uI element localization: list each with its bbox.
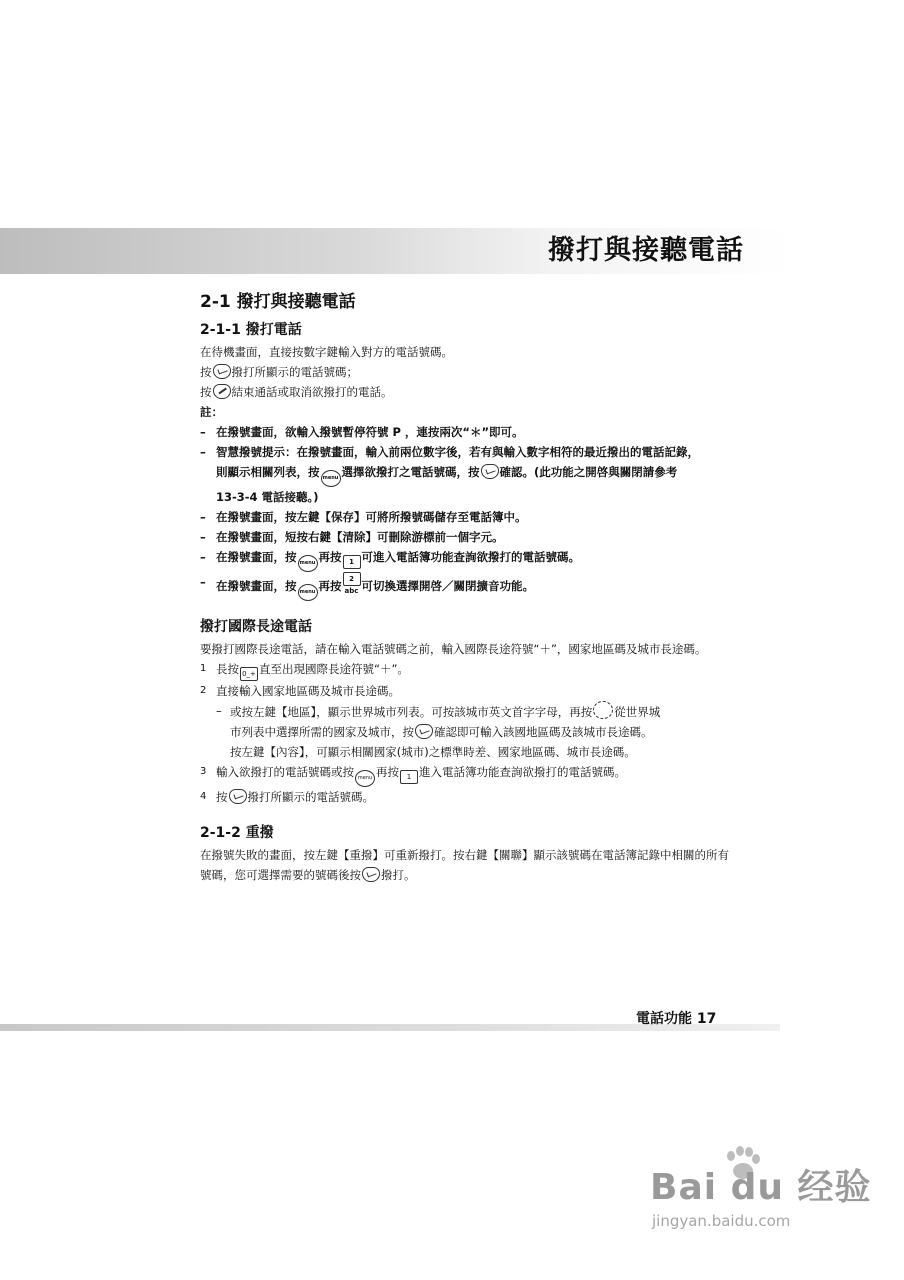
step-text: 再按	[376, 765, 399, 779]
note-text: 則顯示相關列表，按	[216, 465, 320, 479]
paragraph-text: 撥打。	[381, 868, 416, 882]
step-text: 撥打所顯示的電話號碼。	[247, 790, 374, 804]
step-item	[200, 787, 730, 807]
chapter-title: 撥打與接聽電話	[548, 235, 744, 266]
sub-step-continuation: 按左鍵【內容】，可顯示相關國家(城市)之標準時差、國家地區碼、城市長途碼。	[230, 745, 636, 759]
step-number: 1	[200, 663, 207, 674]
note-text: 13-3-4 電話接聽。)	[216, 490, 319, 504]
page-footer	[636, 1010, 716, 1028]
note-text: 在撥號畫面，短按右鍵【清除】可刪除游標前一個字元。	[216, 530, 504, 544]
step-item	[200, 659, 730, 681]
step-item	[200, 681, 730, 701]
dash-marker: –	[200, 530, 206, 544]
chapter-header-band-end	[790, 228, 904, 274]
note-text: 可切換選擇開啓／關閉擴音功能。	[361, 579, 534, 593]
key-1-icon: 1	[343, 555, 361, 569]
step-item	[200, 762, 730, 787]
text: 按	[200, 365, 212, 379]
note-text: 在撥號畫面，欲輸入撥號暫停符號 P ，連按兩次“＊”即可。	[216, 425, 524, 439]
note-text: 再按	[318, 579, 342, 593]
page-number: 17	[696, 1011, 717, 1027]
note-item	[200, 572, 730, 601]
key-0-icon: 0_+	[240, 667, 258, 681]
subsection-title-2-1-1: 2-1-1 撥打電話	[200, 322, 302, 338]
step-text: 進入電話簿功能查詢欲撥打的電話號碼。	[419, 765, 626, 779]
step-text: 直至出現國際長途符號“＋”。	[259, 662, 409, 676]
step-number: 3	[200, 766, 207, 777]
note-item	[200, 422, 730, 442]
note-item	[200, 442, 730, 507]
text: 結束通話或取消欲撥打的電話。	[231, 385, 393, 399]
footer-label: 電話功能	[636, 1011, 692, 1027]
note-item	[200, 507, 730, 527]
text: 按	[200, 385, 212, 399]
menu-key-icon: menu	[298, 584, 318, 601]
note-text: 在撥號畫面，按	[216, 579, 297, 593]
send-key-icon	[481, 464, 499, 479]
nav-key-icon	[593, 701, 613, 719]
send-key-icon	[213, 364, 231, 379]
paragraph-text: 在撥號失敗的畫面，按左鍵【重撥】可重新撥打。按右鍵【關聯】顯示該號碼在電話簿記錄中相關的所有號碼，您可選擇需要的號碼後按	[200, 848, 729, 882]
note-text: 選擇欲撥打之電話號碼，按	[341, 465, 480, 479]
section-title: 2-1 撥打與接聽電話	[200, 292, 356, 312]
redial-paragraph	[200, 845, 730, 885]
step-text: 按	[216, 790, 228, 804]
note-text: 在撥號畫面，按	[216, 550, 297, 564]
note-text: 在撥號畫面，按左鍵【保存】可將所撥號碼儲存至電話簿中。	[216, 510, 527, 524]
instruction-line	[200, 382, 730, 402]
note-label: 註：	[200, 405, 223, 419]
key-2-icon: 2 abc	[343, 572, 361, 586]
dash-marker: –	[200, 510, 206, 524]
sub-step-text: 或按左鍵【地區】，顯示世界城市列表。可按該城市英文首字字母，再按	[230, 705, 593, 719]
watermark-url: jingyan.baidu.com	[652, 1212, 791, 1230]
step-text: 長按	[216, 662, 239, 676]
sub-step-text: 確認即可輸入該國地區碼及該城市長途碼。	[434, 725, 653, 739]
instruction-line: 在待機畫面，直接按數字鍵輸入對方的電話號碼。	[200, 345, 453, 359]
sub-step-text: 從世界城	[614, 705, 661, 719]
key-1-icon: 1	[400, 770, 418, 784]
note-item	[200, 547, 730, 572]
dash-marker: –	[200, 550, 206, 564]
dash-marker: –	[200, 575, 206, 589]
subsection-title-international: 撥打國際長途電話	[200, 619, 312, 635]
sub-step-item	[200, 701, 730, 742]
watermark-brand: Bai du 经验	[650, 1167, 872, 1208]
step-text: 直接輸入國家地區碼及城市長途碼。	[216, 684, 400, 698]
end-key-icon	[213, 384, 231, 399]
dash-marker: –	[216, 704, 222, 718]
dash-marker: –	[200, 445, 206, 459]
intro-paragraph: 要撥打國際長途電話，請在輸入電話號碼之前，輸入國際長途符號“＋”，國家地區碼及城市長途碼。	[200, 642, 707, 656]
send-key-icon	[229, 789, 247, 804]
send-key-icon	[362, 867, 380, 882]
text: 撥打所顯示的電話號碼；	[231, 365, 358, 379]
note-text: 可進入電話簿功能查詢欲撥打的電話號碼。	[361, 550, 580, 564]
subsection-title-2-1-2: 2-1-2 重撥	[200, 825, 274, 841]
note-text: 再按	[318, 550, 342, 564]
menu-key-icon: menu	[321, 470, 341, 487]
note-text: 智慧撥號提示：在撥號畫面，輸入前兩位數字後，若有與輸入數字相符的最近撥出的電話記錄，	[216, 445, 699, 459]
send-key-icon	[415, 724, 433, 739]
sub-step-text: 市列表中選擇所需的國家及城市，按	[230, 725, 414, 739]
step-text: 輸入欲撥打的電話號碼或按	[216, 765, 354, 779]
note-item	[200, 527, 730, 547]
menu-key-icon: menu	[298, 555, 318, 572]
dash-marker: –	[200, 425, 206, 439]
step-number: 2	[200, 685, 207, 696]
instruction-line	[200, 362, 730, 382]
page-content	[200, 290, 730, 885]
note-text: 確認。(此功能之開啓與關閉請參考	[499, 465, 678, 479]
step-number: 4	[200, 791, 207, 802]
menu-key-icon: menu	[355, 770, 375, 787]
